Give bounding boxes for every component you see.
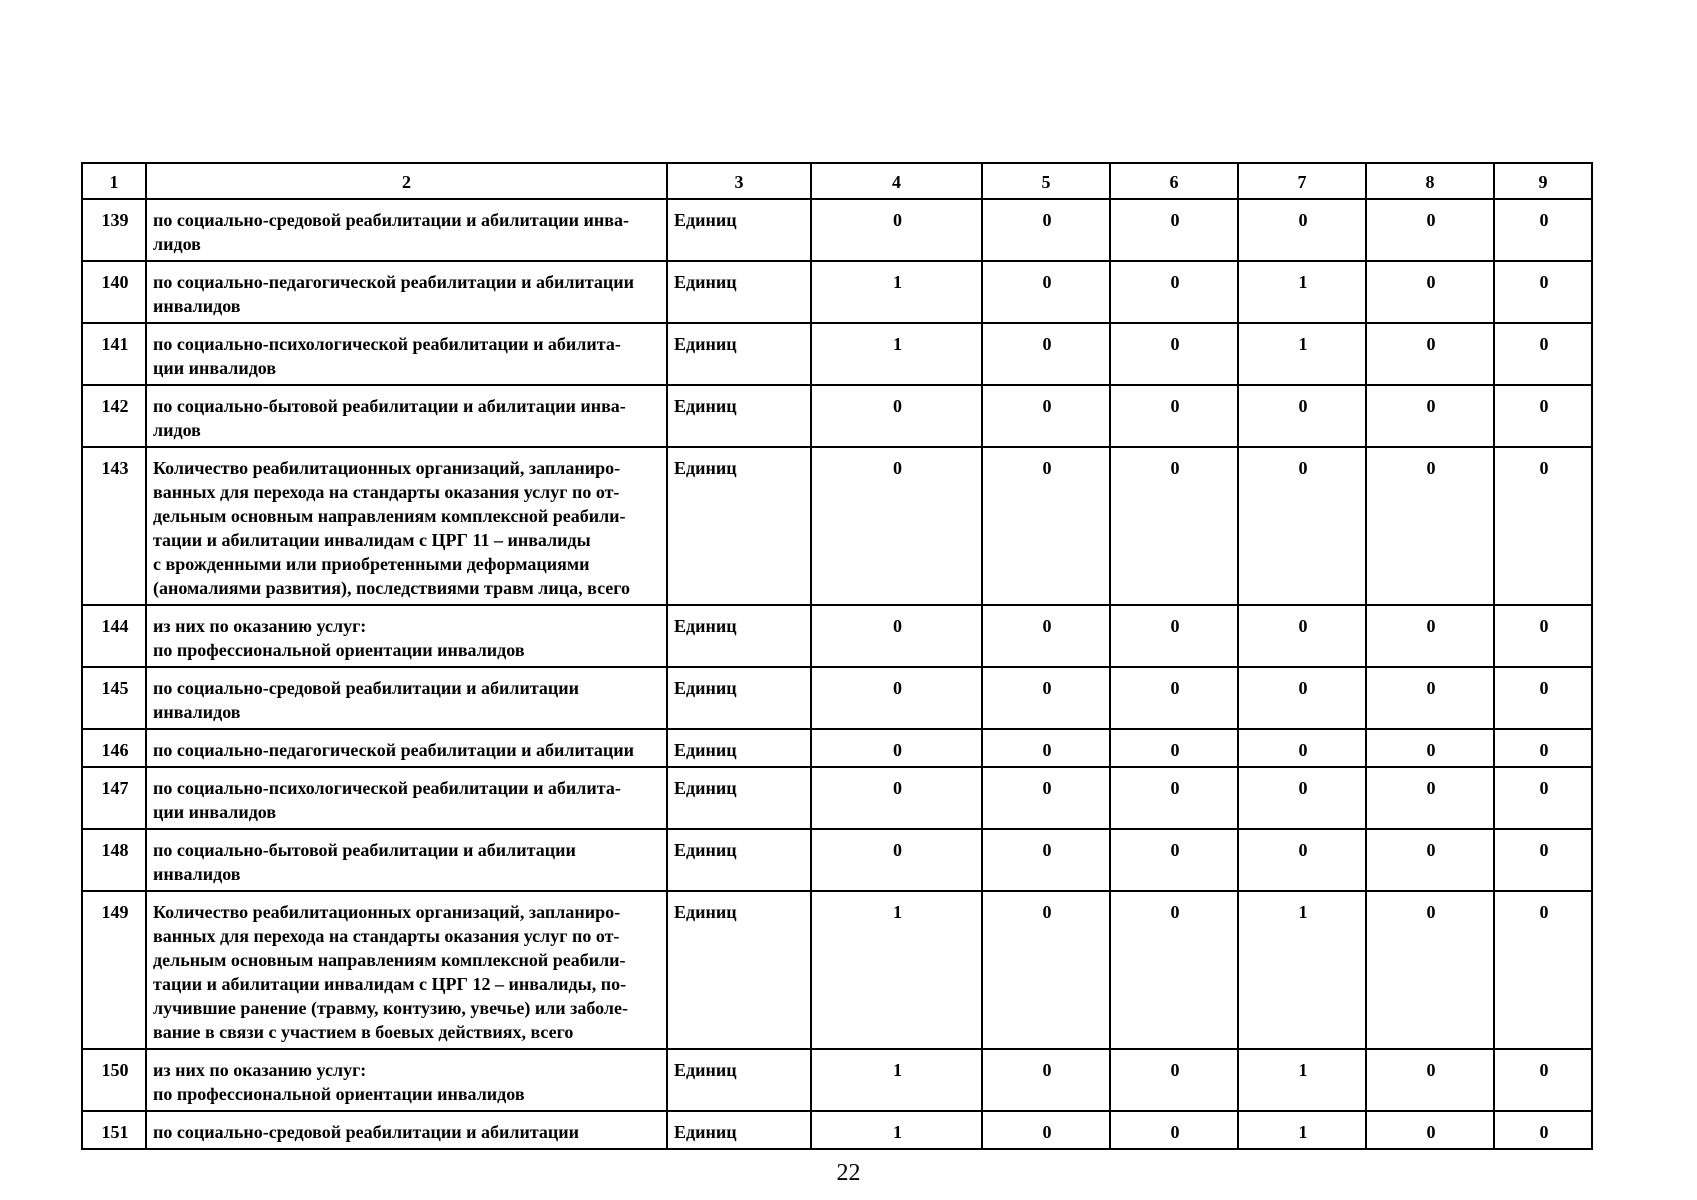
header-cell: 3: [667, 163, 811, 199]
indicator-name-cell: по социально-средовой реабилитации и абилитации инва- лидов: [146, 199, 667, 261]
indicator-name-cell: из них по оказанию услуг: по профессиональной ориентации инвалидов: [146, 1049, 667, 1111]
unit-cell: Единиц: [667, 323, 811, 385]
value-cell-col8: 0: [1366, 605, 1494, 667]
value-cell-col9: 0: [1494, 767, 1592, 829]
value-cell-col8: 0: [1366, 729, 1494, 767]
unit-cell: Единиц: [667, 1049, 811, 1111]
value-cell-col8: 0: [1366, 767, 1494, 829]
table-body: [82, 199, 1592, 1149]
value-cell-col6: 0: [1110, 767, 1238, 829]
value-cell-col4: 0: [811, 829, 982, 891]
value-cell-col5: 0: [982, 323, 1110, 385]
value-cell-col7: 0: [1238, 729, 1366, 767]
indicator-name-cell: по социально-педагогической реабилитации и абилитации инвалидов: [146, 261, 667, 323]
value-cell-col7: 1: [1238, 323, 1366, 385]
value-cell-col6: 0: [1110, 447, 1238, 605]
value-cell-col9: 0: [1494, 605, 1592, 667]
value-cell-col8: 0: [1366, 385, 1494, 447]
table-row: [82, 385, 1592, 447]
unit-cell: Единиц: [667, 667, 811, 729]
value-cell-col4: 0: [811, 767, 982, 829]
row-number-cell: 144: [82, 605, 146, 667]
value-cell-col5: 0: [982, 891, 1110, 1049]
value-cell-col4: 0: [811, 447, 982, 605]
unit-cell: Единиц: [667, 447, 811, 605]
header-cell: 1: [82, 163, 146, 199]
unit-cell: Единиц: [667, 199, 811, 261]
value-cell-col7: 1: [1238, 891, 1366, 1049]
value-cell-col8: 0: [1366, 447, 1494, 605]
value-cell-col9: 0: [1494, 1049, 1592, 1111]
data-table: [81, 162, 1593, 1150]
value-cell-col9: 0: [1494, 829, 1592, 891]
unit-cell: Единиц: [667, 891, 811, 1049]
value-cell-col9: 0: [1494, 199, 1592, 261]
value-cell-col4: 1: [811, 891, 982, 1049]
header-cell: 4: [811, 163, 982, 199]
value-cell-col4: 1: [811, 323, 982, 385]
row-number-cell: 140: [82, 261, 146, 323]
header-cell: 7: [1238, 163, 1366, 199]
table-row: [82, 199, 1592, 261]
value-cell-col9: 0: [1494, 729, 1592, 767]
value-cell-col5: 0: [982, 829, 1110, 891]
header-cell: 5: [982, 163, 1110, 199]
unit-cell: Единиц: [667, 729, 811, 767]
value-cell-col4: 1: [811, 261, 982, 323]
table-row: [82, 767, 1592, 829]
value-cell-col6: 0: [1110, 1111, 1238, 1149]
value-cell-col6: 0: [1110, 729, 1238, 767]
header-cell: 2: [146, 163, 667, 199]
indicator-name-cell: по социально-средовой реабилитации и абилитации инвалидов: [146, 667, 667, 729]
value-cell-col6: 0: [1110, 261, 1238, 323]
unit-cell: Единиц: [667, 605, 811, 667]
value-cell-col8: 0: [1366, 1049, 1494, 1111]
table-row: [82, 829, 1592, 891]
value-cell-col7: 0: [1238, 199, 1366, 261]
value-cell-col6: 0: [1110, 891, 1238, 1049]
unit-cell: Единиц: [667, 385, 811, 447]
value-cell-col8: 0: [1366, 667, 1494, 729]
value-cell-col5: 0: [982, 1111, 1110, 1149]
header-row: [82, 163, 1592, 199]
value-cell-col4: 1: [811, 1111, 982, 1149]
value-cell-col6: 0: [1110, 1049, 1238, 1111]
header-cell: 9: [1494, 163, 1592, 199]
value-cell-col7: 1: [1238, 261, 1366, 323]
value-cell-col4: 0: [811, 199, 982, 261]
value-cell-col7: 0: [1238, 447, 1366, 605]
value-cell-col6: 0: [1110, 829, 1238, 891]
table-row: [82, 1049, 1592, 1111]
row-number-cell: 147: [82, 767, 146, 829]
value-cell-col5: 0: [982, 667, 1110, 729]
row-number-cell: 149: [82, 891, 146, 1049]
indicator-name-cell: по социально-психологической реабилитации и абилита- ции инвалидов: [146, 323, 667, 385]
header-cell: 8: [1366, 163, 1494, 199]
value-cell-col5: 0: [982, 199, 1110, 261]
value-cell-col6: 0: [1110, 667, 1238, 729]
row-number-cell: 142: [82, 385, 146, 447]
header-cell: 6: [1110, 163, 1238, 199]
value-cell-col8: 0: [1366, 323, 1494, 385]
page-number: 22: [836, 1160, 861, 1186]
value-cell-col5: 0: [982, 605, 1110, 667]
value-cell-col8: 0: [1366, 199, 1494, 261]
unit-cell: Единиц: [667, 829, 811, 891]
value-cell-col4: 0: [811, 385, 982, 447]
indicator-name-cell: по социально-психологической реабилитации и абилита- ции инвалидов: [146, 767, 667, 829]
value-cell-col9: 0: [1494, 385, 1592, 447]
row-number-cell: 151: [82, 1111, 146, 1149]
value-cell-col8: 0: [1366, 891, 1494, 1049]
value-cell-col7: 0: [1238, 385, 1366, 447]
row-number-cell: 150: [82, 1049, 146, 1111]
value-cell-col4: 1: [811, 1049, 982, 1111]
value-cell-col5: 0: [982, 767, 1110, 829]
indicator-name-cell: по социально-бытовой реабилитации и абилитации инвалидов: [146, 829, 667, 891]
value-cell-col4: 0: [811, 729, 982, 767]
indicator-name-cell: по социально-средовой реабилитации и абилитации: [146, 1111, 667, 1149]
value-cell-col7: 0: [1238, 605, 1366, 667]
table-row: [82, 729, 1592, 767]
value-cell-col8: 0: [1366, 1111, 1494, 1149]
table-row: [82, 605, 1592, 667]
value-cell-col6: 0: [1110, 323, 1238, 385]
value-cell-col5: 0: [982, 261, 1110, 323]
row-number-cell: 148: [82, 829, 146, 891]
table-row: [82, 891, 1592, 1049]
indicator-name-cell: по социально-педагогической реабилитации и абилитации: [146, 729, 667, 767]
indicator-name-cell: по социально-бытовой реабилитации и абилитации инва- лидов: [146, 385, 667, 447]
value-cell-col7: 0: [1238, 667, 1366, 729]
value-cell-col4: 0: [811, 667, 982, 729]
unit-cell: Единиц: [667, 767, 811, 829]
unit-cell: Единиц: [667, 1111, 811, 1149]
row-number-cell: 145: [82, 667, 146, 729]
row-number-cell: 139: [82, 199, 146, 261]
value-cell-col6: 0: [1110, 605, 1238, 667]
row-number-cell: 141: [82, 323, 146, 385]
value-cell-col9: 0: [1494, 261, 1592, 323]
indicator-name-cell: Количество реабилитационных организаций, запланиро- ванных для перехода на стандарты оказания услуг по от- дельным основным направлениям комплексной реабили- тации и абилитации инвалидам с ЦРГ 12 – инвалиды, по- лучившие ранение (травму, контузию, увечье) или заболе- вание в связи с участием в боевых действиях, всего: [146, 891, 667, 1049]
unit-cell: Единиц: [667, 261, 811, 323]
value-cell-col5: 0: [982, 729, 1110, 767]
value-cell-col5: 0: [982, 447, 1110, 605]
value-cell-col8: 0: [1366, 829, 1494, 891]
value-cell-col7: 0: [1238, 767, 1366, 829]
value-cell-col9: 0: [1494, 891, 1592, 1049]
table-row: [82, 261, 1592, 323]
value-cell-col7: 1: [1238, 1111, 1366, 1149]
value-cell-col8: 0: [1366, 261, 1494, 323]
indicator-name-cell: из них по оказанию услуг: по профессиональной ориентации инвалидов: [146, 605, 667, 667]
value-cell-col5: 0: [982, 385, 1110, 447]
indicator-name-cell: Количество реабилитационных организаций, запланиро- ванных для перехода на стандарты оказания услуг по от- дельным основным направлениям комплексной реабили- тации и абилитации инвалидам с ЦРГ 11 – инвалиды с врожденными или приобретенными деформациями (аномалиями развития), последствиями травм лица, всего: [146, 447, 667, 605]
value-cell-col9: 0: [1494, 447, 1592, 605]
table-row: [82, 1111, 1592, 1149]
value-cell-col6: 0: [1110, 385, 1238, 447]
value-cell-col5: 0: [982, 1049, 1110, 1111]
row-number-cell: 143: [82, 447, 146, 605]
value-cell-col9: 0: [1494, 1111, 1592, 1149]
value-cell-col6: 0: [1110, 199, 1238, 261]
value-cell-col9: 0: [1494, 667, 1592, 729]
row-number-cell: 146: [82, 729, 146, 767]
table-row: [82, 667, 1592, 729]
value-cell-col7: 1: [1238, 1049, 1366, 1111]
value-cell-col4: 0: [811, 605, 982, 667]
value-cell-col9: 0: [1494, 323, 1592, 385]
table-row: [82, 323, 1592, 385]
table-row: [82, 447, 1592, 605]
value-cell-col7: 0: [1238, 829, 1366, 891]
